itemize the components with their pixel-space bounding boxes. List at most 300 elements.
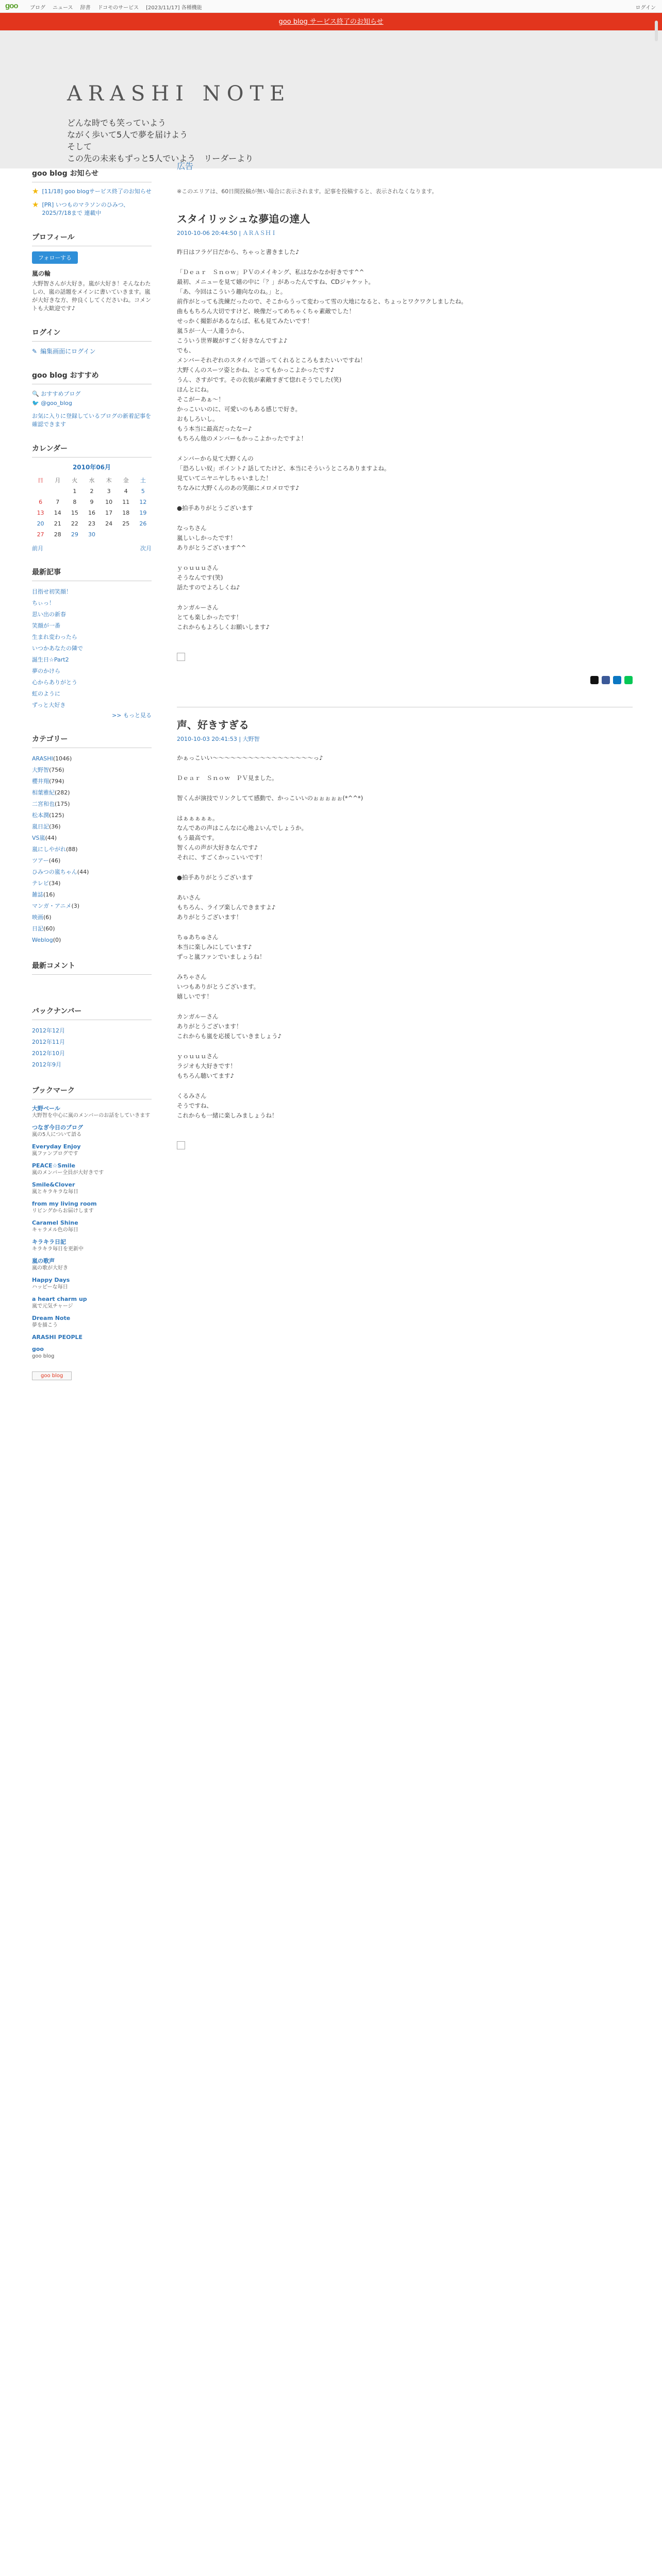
post-text-line: もちろん聴いてます♪: [177, 1072, 234, 1079]
share-buttons: [177, 676, 633, 684]
section-heading: ログイン: [32, 327, 152, 342]
goo-nav: [30, 3, 202, 11]
post-text-line: カンガルーさん: [177, 1013, 219, 1020]
post-text-line: うん、さすがです。その衣装が素敵すぎて惚れそうでした(笑): [177, 376, 342, 383]
post-body: [177, 247, 633, 642]
bookmark-item: [32, 1276, 152, 1291]
recent-post-link[interactable]: 思い出の新春: [32, 611, 66, 618]
category-label[interactable]: 二宮和也: [32, 801, 55, 807]
post-text-line: はぁぁぁぁぁ。: [177, 815, 219, 822]
post-text-line: もう本当に最高だったなー♪: [177, 425, 252, 432]
image-placeholder-icon: [177, 653, 185, 661]
calendar-day: 16: [88, 510, 95, 516]
calendar-day: [135, 529, 152, 540]
calendar-day[interactable]: 19: [139, 510, 147, 516]
calendar-day-header: 日: [38, 477, 44, 484]
category-item[interactable]: [32, 810, 152, 821]
post: [177, 211, 633, 684]
news-link[interactable]: [PR] いつものマラソンのひみつ、2025/7/18まで 連載中: [42, 201, 129, 216]
post-text-line: いつもありがとうございます。: [177, 983, 260, 990]
ad-label: 広告: [177, 161, 194, 171]
paragraph-gap: [177, 493, 633, 503]
bookmark-item: [32, 1143, 152, 1158]
goo-login-link[interactable]: ログイン: [635, 5, 656, 11]
category-item[interactable]: [32, 776, 152, 787]
star-icon: ★: [32, 200, 39, 209]
calendar-day: [49, 486, 66, 497]
calendar-week: [32, 497, 152, 507]
bookmark-description: 大野智を中心に嵐のメンバーのお話をしていきます: [32, 1113, 151, 1118]
recent-post-link[interactable]: ちぃっ！: [32, 600, 55, 606]
bookmark-description: 嵐の歌が大好き: [32, 1265, 68, 1271]
goo-nav-item[interactable]: ブログ: [30, 5, 45, 11]
description-line: この先の未来もずっと5人でいよう リーダーより: [67, 154, 254, 163]
section-heading: 最新コメント: [32, 960, 152, 975]
recent-post-link[interactable]: 虹のように: [32, 690, 60, 697]
calendar-day[interactable]: 20: [37, 520, 44, 527]
bookmark-item: [32, 1333, 152, 1341]
bookmark-link[interactable]: Smile&Clover: [32, 1181, 75, 1188]
login-row[interactable]: [32, 347, 152, 355]
post-text-line: ちなみに大野くんのあの笑顔にメロメロです♪: [177, 484, 300, 492]
calendar-day: [32, 486, 49, 497]
post-text-line: メンバーそれぞれのスタイルで語ってくれるところもまたいいですね！: [177, 357, 366, 364]
bookmark-list: [32, 1105, 152, 1360]
paragraph-gap: [177, 883, 633, 893]
post-text-line: せっかく撮影があるならば、私も見てみたいです！: [177, 317, 313, 325]
description-line: ながく歩いて5人で夢を届けよう: [67, 130, 188, 140]
post-body: [177, 753, 633, 1131]
calendar-day: 22: [71, 520, 78, 527]
post-text-line: 「Ｄｅａｒ Ｓｎｏｗ」ＰＶのメイキング、私はなかなか好きです^^: [177, 268, 365, 276]
category-item[interactable]: [32, 867, 152, 878]
ad-notice: ※このエリアは、60日間投稿が無い場合に表示されます。記事を投稿すると、表示されなくなります。: [177, 188, 438, 195]
category-item[interactable]: [32, 844, 152, 855]
goo-blog-badge[interactable]: goo blog: [32, 1371, 72, 1380]
bookmark-link[interactable]: Dream Note: [32, 1315, 71, 1321]
bookmark-link[interactable]: 嵐の歌声: [32, 1258, 55, 1264]
category-item[interactable]: [32, 935, 152, 946]
calendar: [32, 474, 152, 540]
category-count: (3): [71, 903, 80, 909]
paragraph-gap: [177, 553, 633, 563]
category-count: (125): [49, 812, 64, 819]
calendar-week: [32, 529, 152, 540]
post-text-line: ちゅあちゅさん: [177, 934, 219, 941]
category-count: (46): [48, 857, 61, 864]
post-text-line: ラジオも大好きです！: [177, 1062, 236, 1070]
bookmark-link[interactable]: ARASHI PEOPLE: [32, 1334, 83, 1341]
post-text-line: かっこいいのに、可愛いのもある感じで好き。: [177, 405, 302, 413]
paragraph-gap: [177, 257, 633, 267]
login-link[interactable]: 編集画面にログイン: [40, 348, 96, 355]
bookmark-link[interactable]: 大野ベール: [32, 1105, 60, 1112]
bookmark-link[interactable]: Happy Days: [32, 1277, 70, 1283]
profile-name: 嵐の輪: [32, 270, 51, 277]
calendar-day: 18: [122, 510, 130, 516]
post-text-line: これからも一緒に楽しみましょうね！: [177, 1112, 278, 1119]
bookmark-link[interactable]: Caramel Shine: [32, 1219, 78, 1226]
post-text-line: メンバーから見て大野くんの: [177, 455, 254, 462]
recent-post-link[interactable]: 夢のかけら: [32, 668, 60, 674]
post-text-line: なっちさん: [177, 524, 207, 532]
category-label[interactable]: 嵐にしやがれ: [32, 846, 66, 853]
post-text-line: 見ていてニヤニヤしちゃいました！: [177, 474, 272, 482]
category-label[interactable]: 相葉雅紀: [32, 789, 55, 796]
calendar-day-header: 木: [106, 477, 112, 484]
post-text-line: そこがーあぁ～！: [177, 396, 224, 403]
post-text-line: 嵐しいしかったです！: [177, 534, 236, 541]
pencil-icon: ✎: [32, 347, 38, 355]
hatena-share-icon[interactable]: [613, 676, 621, 684]
bird-icon: 🐦: [32, 400, 39, 406]
recent-post-link[interactable]: 目指せ初笑顔！: [32, 588, 72, 595]
paragraph-gap: [177, 444, 633, 454]
category-item[interactable]: [32, 889, 152, 901]
category-count: (44): [45, 835, 57, 841]
calendar-day-header: 金: [123, 477, 129, 484]
recommend-link[interactable]: 🔍 おすすめブログ: [32, 391, 81, 397]
post-text-line: みちゃさん: [177, 973, 207, 980]
calendar-day: 24: [105, 520, 113, 527]
category-label[interactable]: VS嵐: [32, 835, 45, 841]
post-text-line: カンガルーさん: [177, 604, 219, 611]
calendar-day: 6: [39, 499, 43, 505]
paragraph-gap: [177, 862, 633, 873]
login-section: [32, 327, 152, 355]
section-heading: カテゴリー: [32, 734, 152, 748]
paragraph-gap: [177, 1121, 633, 1131]
more-link[interactable]: >> もっと見る: [112, 712, 152, 719]
category-label[interactable]: テレビ: [32, 880, 49, 887]
bookmark-item: [32, 1162, 152, 1177]
recent-post-link[interactable]: 心からありがとう: [32, 679, 77, 686]
category-label[interactable]: ツアー: [32, 857, 49, 864]
calendar-prev-link[interactable]: 前月: [32, 545, 43, 552]
category-item[interactable]: [32, 765, 152, 776]
category-item[interactable]: [32, 753, 152, 765]
calendar-day: 11: [122, 499, 130, 505]
category-item[interactable]: [32, 923, 152, 935]
blog-description: [67, 117, 253, 164]
main-column: [177, 160, 633, 1161]
category-count: (282): [55, 789, 70, 796]
post-text-line: あいさん: [177, 894, 201, 901]
goo-nav-item[interactable]: 辞書: [80, 5, 91, 11]
post-text-line: 「恐ろしい奴」ポイント♪ 話してたけど、本当にそういうところありますよね。: [177, 465, 390, 472]
paragraph-gap: [177, 1002, 633, 1012]
bookmark-item: [32, 1219, 152, 1234]
calendar-day[interactable]: 30: [88, 531, 95, 538]
post-text-line: ●拍手ありがとうございます: [177, 874, 254, 881]
goo-nav-item[interactable]: ドコモのサービス: [97, 5, 139, 11]
post-text-line: とても楽しかったです！: [177, 614, 242, 621]
calendar-week: [32, 507, 152, 518]
post-title[interactable]: 声、好きすぎる: [177, 719, 249, 731]
follow-button[interactable]: フォローする: [32, 251, 78, 264]
calendar-day: [118, 529, 135, 540]
scrollbar-thumb[interactable]: [655, 21, 658, 41]
backnumber-link[interactable]: 2012年9月: [32, 1061, 61, 1068]
bookmark-item: [32, 1238, 152, 1253]
category-count: (16): [43, 891, 55, 898]
post-text-line: ｙｏｕｕｕさん: [177, 564, 219, 571]
category-label[interactable]: 松本潤: [32, 812, 49, 819]
paragraph-gap: [177, 513, 633, 523]
post-text-line: そうなんです(笑): [177, 574, 223, 581]
bookmark-link[interactable]: PEACE☆Smile: [32, 1162, 75, 1169]
recent-post-link[interactable]: 生まれ変わったら: [32, 634, 77, 640]
calendar-day: 3: [107, 488, 111, 495]
calendar-day-header: 月: [55, 477, 61, 484]
category-item[interactable]: [32, 855, 152, 867]
bookmark-link[interactable]: from my living room: [32, 1200, 97, 1207]
recent-section: [32, 567, 152, 719]
recent-post-link[interactable]: 笑顔が一番: [32, 622, 60, 629]
category-item[interactable]: [32, 799, 152, 810]
recent-post-link[interactable]: ずっと大好き: [32, 702, 66, 708]
post-meta[interactable]: 2010-10-03 20:41:53 | 大野智: [177, 736, 260, 742]
calendar-day: 13: [37, 510, 44, 516]
calendar-nav: [32, 544, 152, 552]
bookmark-link[interactable]: Everyday Enjoy: [32, 1143, 81, 1150]
bookmark-link[interactable]: goo: [32, 1346, 44, 1352]
recommend-note[interactable]: お気に入りに登録しているブログの新着記事を確認できます: [32, 413, 151, 428]
category-count: (36): [49, 823, 61, 830]
facebook-share-icon[interactable]: [602, 676, 610, 684]
recommend-section: [32, 370, 152, 429]
bookmark-description: 嵐ファンブログです: [32, 1151, 78, 1157]
backnumber-section: [32, 1006, 152, 1071]
goo-nav-item[interactable]: [2023/11/17] 各種機能: [146, 5, 202, 11]
paragraph-gap: [177, 1081, 633, 1091]
category-label[interactable]: 雑誌: [32, 891, 43, 898]
service-end-notice: [0, 13, 662, 30]
post-text-line: 前作がとっても洗練だったので、そこからうって変わって雪の大地になると、ちょっとワクワクしましたね。: [177, 298, 467, 305]
post-text-line: 昨日はフラゲ日だから、ちゃっと書きました♪: [177, 248, 300, 256]
post-text-line: くるみさん: [177, 1092, 207, 1099]
post-text-line: 最初、メニューを見て嬉の中に「？」があったんですね、CDジャケット。: [177, 278, 374, 285]
post-text-line: 嬉しいです！: [177, 993, 212, 1000]
category-count: (34): [48, 880, 61, 887]
post-text-line: ありがとうございます！: [177, 1023, 242, 1030]
bookmark-item: [32, 1345, 152, 1360]
section-heading: 最新記事: [32, 567, 152, 581]
bookmark-item: [32, 1181, 152, 1196]
post-text-line: これからもよろしくお願いします♪: [177, 623, 270, 631]
calendar-day-header: 火: [72, 477, 78, 484]
twitter-link[interactable]: 🐦 @goo_blog: [32, 400, 72, 406]
search-icon: 🔍: [32, 391, 39, 397]
goo-topbar: [0, 0, 662, 13]
category-label[interactable]: 大野智: [32, 767, 49, 773]
calendar-day[interactable]: 29: [71, 531, 78, 538]
paragraph-gap: [177, 803, 633, 814]
post-text-line: そうですね、: [177, 1102, 212, 1109]
recent-post-link[interactable]: 誕生日☆Part2: [32, 656, 69, 663]
calendar-day[interactable]: 12: [139, 499, 147, 505]
post-text-line: Ｄｅａｒ Ｓｎｏｗ ＰＶ見ました。: [177, 774, 278, 782]
post-text-line: かぁっこいい～～～～～～～～～～～～～～～～～っ♪: [177, 754, 323, 761]
category-item[interactable]: [32, 833, 152, 844]
bookmark-item: [32, 1257, 152, 1272]
paragraph-gap: [177, 632, 633, 642]
post-text-line: 「あ、今回はこういう趣向なのね。」と。: [177, 288, 287, 295]
calendar-day: 4: [124, 488, 128, 495]
category-item[interactable]: [32, 787, 152, 799]
calendar-day: 27: [37, 531, 44, 538]
category-count: (794): [49, 778, 64, 785]
backnumber-list: [32, 1025, 152, 1071]
post-text-line: それに、すごくかっこいいです！: [177, 854, 266, 861]
bookmark-item: [32, 1200, 152, 1215]
section-heading: goo blog おすすめ: [32, 370, 152, 384]
category-label[interactable]: ARASHI: [32, 755, 53, 762]
category-label[interactable]: マンガ・アニメ: [32, 903, 72, 909]
bookmark-item: [32, 1314, 152, 1329]
sidebar: [32, 168, 152, 1395]
post-text-line: 曲ももちろん大切ですけど、映像だってめちゃくちゃ素敵でした！: [177, 308, 355, 315]
post-meta[interactable]: 2010-10-06 20:44:50 | ＡＲＡＳＨＩ: [177, 230, 277, 236]
category-item[interactable]: [32, 901, 152, 912]
calendar-week: [32, 486, 152, 497]
backnumber-link[interactable]: 2012年11月: [32, 1039, 65, 1045]
calendar-day: 10: [105, 499, 113, 505]
bookmark-section: [32, 1085, 152, 1380]
image-placeholder-icon: [177, 1141, 185, 1149]
line-share-icon[interactable]: [624, 676, 633, 684]
calendar-day: 21: [54, 520, 61, 527]
calendar-day: 23: [88, 520, 95, 527]
section-heading: プロフィール: [32, 232, 152, 246]
description-line: そして: [67, 142, 92, 151]
post-text-line: 嵐５が一人一人違うから、: [177, 327, 248, 334]
calendar-day: 8: [73, 499, 77, 505]
category-item[interactable]: [32, 821, 152, 833]
category-label[interactable]: 日記: [32, 925, 43, 932]
category-item[interactable]: [32, 878, 152, 889]
category-count: (0): [53, 937, 61, 943]
bookmark-description: リビングからお届けします: [32, 1208, 94, 1214]
bookmark-description: 嵐とキラキラな毎日: [32, 1189, 78, 1195]
calendar-day-header: 土: [140, 477, 146, 484]
post-text-line: 話たすのでよろしくね♪: [177, 584, 240, 591]
service-end-link[interactable]: goo blog サービス終了のお知らせ: [278, 18, 384, 26]
post-text-line: おもしろいし。: [177, 415, 219, 422]
paragraph-gap: [177, 1041, 633, 1052]
calendar-day: 25: [122, 520, 130, 527]
post-text-line: ほんとにね。: [177, 386, 212, 393]
bookmark-description: 嵐の5人について語る: [32, 1132, 82, 1138]
post-text-line: ｙｏｕｕｕさん: [177, 1053, 219, 1060]
category-count: (6): [43, 914, 52, 921]
category-label[interactable]: ひみつの嵐ちゃん: [32, 869, 77, 875]
category-count: (756): [49, 767, 64, 773]
post-title[interactable]: スタイリッシュな夢追の達人: [177, 213, 310, 225]
category-label[interactable]: 嵐日記: [32, 823, 49, 830]
bookmark-item: [32, 1295, 152, 1310]
bookmark-link[interactable]: つなぎ今日のブログ: [32, 1124, 83, 1131]
bookmark-description: 嵐のメンバー全員が大好きです: [32, 1170, 104, 1176]
recent-post-link[interactable]: いつかあなたの隣で: [32, 645, 83, 652]
bookmark-item: [32, 1105, 152, 1120]
recent-list: [32, 586, 152, 711]
paragraph-gap: [177, 962, 633, 972]
post-text-line: ありがとうございます！: [177, 913, 242, 921]
calendar-day: 9: [90, 499, 94, 505]
post-text-line: ずっと嵐ファンでいましょうね！: [177, 953, 266, 960]
post: [177, 717, 633, 1161]
paragraph-gap: [177, 763, 633, 773]
profile-section: [32, 232, 152, 313]
post-text-line: ●拍手ありがとうございます: [177, 504, 254, 512]
category-count: (88): [66, 846, 78, 853]
paragraph-gap: [177, 922, 633, 933]
paragraph-gap: [177, 592, 633, 603]
post-text-line: もう最高です。: [177, 834, 218, 841]
comments-section: [32, 960, 152, 975]
calendar-day: 2: [90, 488, 94, 495]
category-count: (175): [55, 801, 70, 807]
post-text-line: もちろん他のメンバーもかっこよかったですよ！: [177, 435, 307, 442]
bookmark-description: ハッピーな毎日: [32, 1284, 68, 1290]
post-text-line: これからも嵐を応援していきましょう♪: [177, 1032, 282, 1040]
calendar-next-link[interactable]: 次月: [140, 545, 152, 552]
bookmark-link[interactable]: キラキラ日記: [32, 1239, 66, 1245]
profile-text: 大野智さんが大好き。嵐が大好き！そんなわたしの、嵐の話題をメインに書いていきます。嵐が大好きな方、仲良くしてくださいね。コメントも大歓迎です♪: [32, 280, 151, 312]
calendar-month: 2010年06月: [72, 464, 111, 471]
section-heading: goo blog お知らせ: [32, 168, 152, 182]
category-label[interactable]: Weblog: [32, 937, 53, 943]
backnumber-link[interactable]: 2012年10月: [32, 1050, 65, 1057]
calendar-day[interactable]: 5: [141, 488, 145, 495]
calendar-day: 1: [73, 488, 77, 495]
category-list: [32, 753, 152, 946]
backnumber-link[interactable]: 2012年12月: [32, 1027, 65, 1034]
calendar-day[interactable]: 26: [139, 520, 147, 527]
blog-title[interactable]: ARASHI NOTE: [67, 82, 291, 106]
category-item[interactable]: [32, 912, 152, 923]
post-text-line: 大野くんのスーツ姿とかね、とってもかっこよかったです♪: [177, 366, 335, 374]
news-link[interactable]: [11/18] goo blogサービス終了のお知らせ: [42, 188, 152, 195]
news-item: [32, 188, 152, 196]
bookmark-link[interactable]: a heart charm up: [32, 1296, 87, 1302]
calendar-week: [32, 518, 152, 529]
news-item: [32, 201, 152, 217]
category-count: (60): [43, 925, 55, 932]
calendar-day: [101, 529, 118, 540]
calendar-day: 28: [54, 531, 61, 538]
section-heading: ブックマーク: [32, 1085, 152, 1099]
post-text-line: もちろん、ライブ楽しんできますよ♪: [177, 904, 276, 911]
category-label[interactable]: 映画: [32, 914, 43, 921]
goo-logo[interactable]: goo: [5, 2, 18, 10]
bookmark-description: キャラメル色の毎日: [32, 1227, 78, 1233]
post-text-line: 智くんが演技でリンクしてて感動で、かっこいいのぉぉぉぉぉ(*^^*): [177, 794, 363, 802]
bookmark-item: [32, 1124, 152, 1139]
goo-nav-item[interactable]: ニュース: [53, 5, 73, 11]
category-label[interactable]: 櫻井翔: [32, 778, 49, 785]
news-section: [32, 168, 152, 217]
post-text-line: でも、: [177, 347, 195, 354]
calendar-day-header: 水: [89, 477, 95, 484]
x-share-icon[interactable]: [590, 676, 599, 684]
bookmark-description: 夢を描こう: [32, 1323, 58, 1328]
post-text-line: 智くんの声が大好きなんです♪: [177, 844, 258, 851]
calendar-day: 17: [105, 510, 113, 516]
calendar-day: 15: [71, 510, 78, 516]
calendar-section: [32, 443, 152, 552]
